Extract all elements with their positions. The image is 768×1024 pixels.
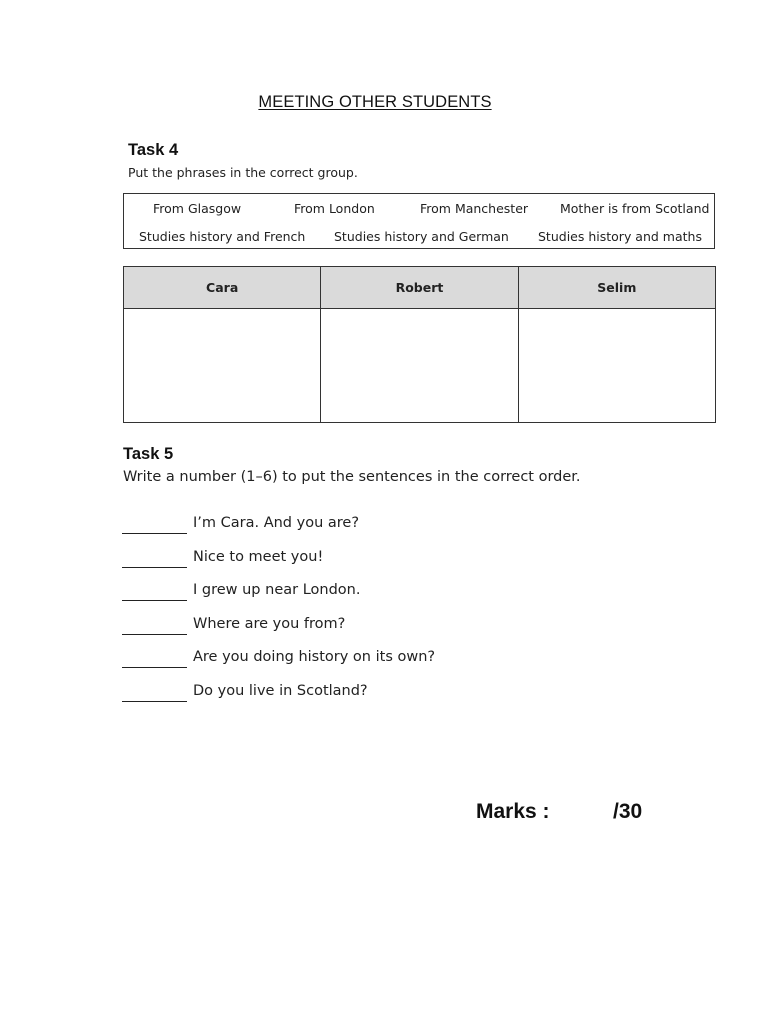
task4-instruction: Put the phrases in the correct group. — [128, 165, 358, 180]
column-header-robert: Robert — [321, 267, 518, 309]
phrase-item: Studies history and maths — [538, 229, 702, 244]
group-table — [123, 266, 716, 423]
page-title: MEETING OTHER STUDENTS — [258, 93, 492, 111]
list-item — [122, 515, 435, 549]
column-header-selim: Selim — [518, 267, 715, 309]
list-item — [122, 549, 435, 583]
column-header-cara: Cara — [124, 267, 321, 309]
phrase-box — [123, 193, 715, 249]
marks-label: Marks : — [476, 800, 550, 823]
list-item — [122, 649, 435, 683]
phrase-item: From Manchester — [420, 201, 529, 216]
sentence-text: Where are you from? — [193, 615, 346, 632]
sentence-text: Do you live in Scotland? — [193, 682, 368, 699]
task5-heading: Task 5 — [123, 445, 174, 463]
answer-cell-robert[interactable] — [321, 309, 518, 423]
sentence-text: I’m Cara. And you are? — [193, 515, 360, 531]
answer-blank[interactable] — [122, 616, 187, 635]
phrase-item: Mother is from Scotland — [560, 201, 710, 216]
phrase-item: Studies history and French — [139, 229, 306, 244]
answer-cell-cara[interactable] — [124, 309, 321, 423]
answer-blank[interactable] — [122, 549, 187, 568]
list-item — [122, 683, 435, 717]
phrase-item: From London — [294, 201, 375, 216]
answer-blank[interactable] — [122, 649, 187, 668]
answer-blank[interactable] — [122, 683, 187, 702]
sentence-text: Nice to meet you! — [193, 548, 324, 565]
task4-heading: Task 4 — [128, 141, 179, 159]
sentence-list — [122, 515, 435, 716]
sentence-text: Are you doing history on its own? — [193, 649, 436, 665]
sentence-text: I grew up near London. — [193, 582, 361, 598]
list-item — [122, 616, 435, 650]
phrase-item: Studies history and German — [334, 229, 509, 244]
task5-instruction: Write a number (1–6) to put the sentences in the correct order. — [123, 469, 581, 485]
answer-blank[interactable] — [122, 582, 187, 601]
answer-blank[interactable] — [122, 515, 187, 534]
phrase-item: From Glasgow — [153, 201, 242, 216]
list-item — [122, 582, 435, 616]
marks-total: /30 — [613, 800, 643, 823]
answer-cell-selim[interactable] — [518, 309, 715, 423]
